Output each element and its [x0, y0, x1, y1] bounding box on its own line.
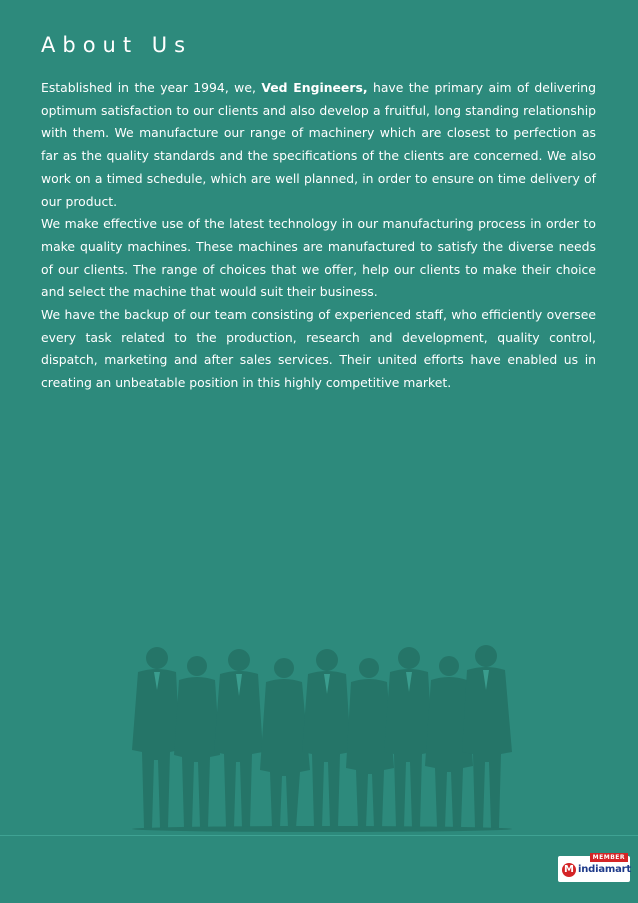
indiamart-logo-icon: M	[562, 863, 576, 877]
page-title: About Us	[41, 33, 193, 57]
intro-text-end: have the primary aim of delivering optimum satisfaction to our clients and also develop a fruitful, long standing relationship with them. We manufacture our range of machinery which are closest to perfection as far as the quality standards and the specifications of the clients are concerned. We also work on a timed schedule, which are well planned, in order to ensure on time delivery of our product.	[41, 80, 596, 209]
about-body	[41, 77, 596, 395]
company-name: Ved Engineers,	[261, 80, 368, 95]
indiamart-member-badge[interactable]	[558, 856, 630, 882]
member-label: MEMBER	[590, 853, 628, 862]
brand-name: indiamart	[578, 864, 631, 875]
footer-divider	[0, 835, 638, 836]
paragraph-intro	[41, 77, 596, 213]
business-team-silhouette-icon	[124, 640, 520, 832]
intro-text-start: Established in the year 1994, we,	[41, 80, 262, 95]
paragraph-team: We have the backup of our team consisting of experienced staff, who efficiently oversee every task related to the production, research and development, quality control, dispatch, marketing and after sales services. Their united efforts have enabled us in creating an unbeatable position in this highly competitive market.	[41, 307, 596, 391]
paragraph-technology: We make effective use of the latest technology in our manufacturing process in order to make quality machines. These machines are manufactured to satisfy the diverse needs of our clients. The range of choices that we offer, help our clients to make their choice and select the machine that would suit their business.	[41, 216, 596, 300]
